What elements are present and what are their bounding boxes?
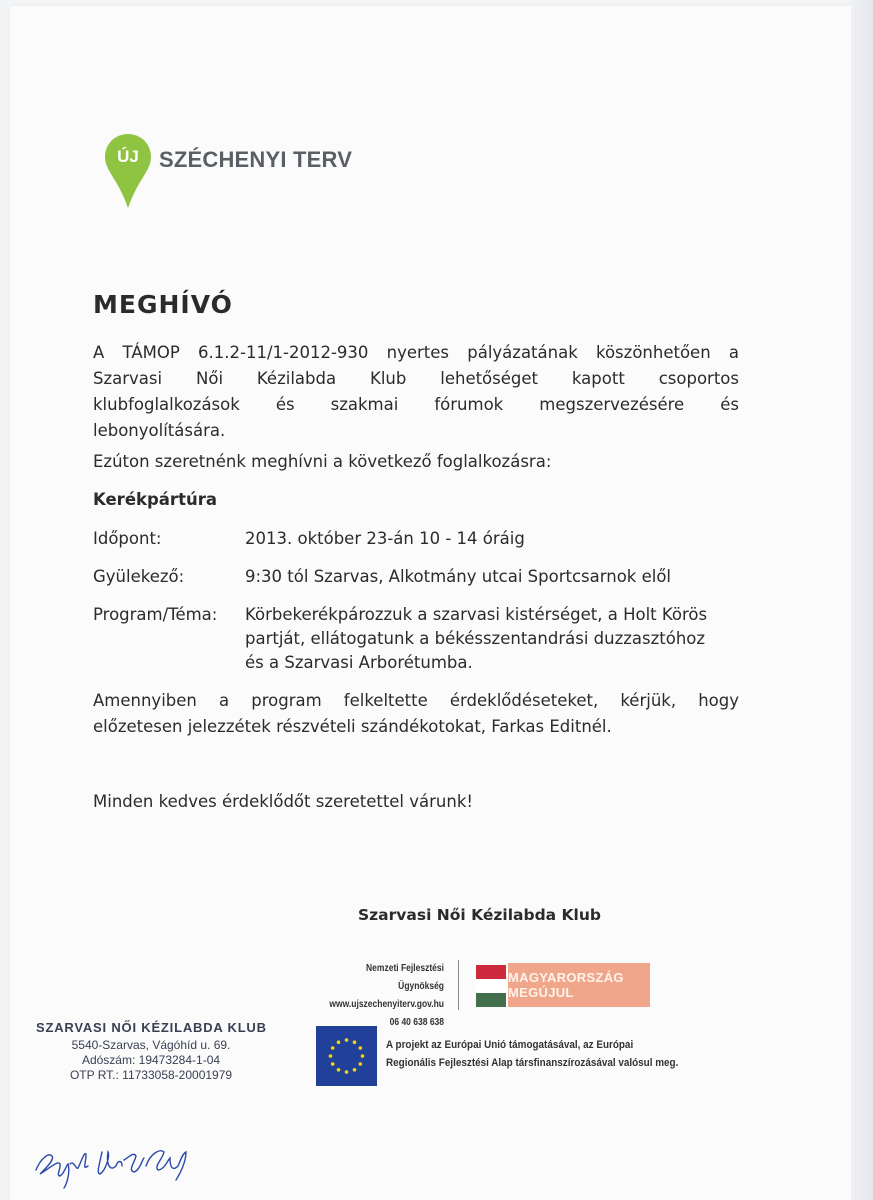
intro-line: Szarvasi Női Kézilabda Klub lehetőséget kapott csoportos — [93, 369, 739, 388]
stamp-address: 5540-Szarvas, Vágóhíd u. 69. — [71, 1038, 231, 1052]
magyarorszag-megujul-banner: MAGYARORSZÁG MEGÚJUL — [508, 963, 650, 1007]
intro-paragraph — [93, 340, 739, 444]
program-line: partját, ellátogatunk a békésszentandrási duzzasztóhoz — [245, 629, 706, 648]
szechenyi-logo-pin — [104, 133, 152, 209]
stamp-bank-account: OTP RT.: 11733058-20001979 — [69, 1068, 233, 1082]
detail-label-meeting: Gyülekező: — [93, 567, 185, 586]
detail-value-time: 2013. október 23-án 10 - 14 óráig — [245, 529, 525, 548]
logo-brand-text: SZÉCHENYI TERV — [159, 147, 353, 172]
detail-label-program: Program/Téma: — [93, 605, 218, 624]
program-line: és a Szarvasi Arborétumba. — [245, 653, 473, 672]
stamp-tax-number: Adószám: 19473284-1-04 — [81, 1053, 221, 1067]
stamp-club-name: SZARVASI NŐI KÉZILABDA KLUB — [36, 1020, 267, 1035]
intro-line: lebonyolítására. — [93, 421, 226, 440]
eu-text-line: A projekt az Európai Unió támogatásával, az Európai — [386, 1039, 634, 1051]
program-line: Körbekerékpározzuk a szarvasi kistérséget, a Holt Körös — [245, 605, 708, 624]
page-title: MEGHÍVÓ — [93, 290, 233, 319]
registration-paragraph — [93, 688, 739, 740]
agency-url: www.ujszechenyiterv.gov.hu — [329, 999, 444, 1010]
agency-phone: 06 40 638 638 — [389, 1017, 444, 1028]
registration-line: előzetesen jelezzétek részvételi szándékotokat, Farkas Editnél. — [93, 717, 612, 736]
closing-line: Minden kedves érdeklődőt szeretettel várunk! — [93, 792, 474, 811]
eu-flag-icon — [316, 1026, 377, 1086]
detail-label-time: Időpont: — [93, 529, 162, 548]
registration-line: Amennyiben a program felkeltette érdeklődéseteket, kérjük, hogy — [93, 691, 739, 710]
scan-edge — [851, 0, 873, 1200]
agency-block — [322, 960, 444, 1032]
event-name: Kerékpártúra — [93, 490, 217, 509]
club-signature-name: Szarvasi Női Kézilabda Klub — [358, 906, 601, 924]
detail-value-meeting: 9:30 tól Szarvas, Alkotmány utcai Sportcsarnok elől — [245, 567, 672, 586]
detail-value-program — [245, 603, 707, 675]
eu-text-line: Regionális Fejlesztési Alap társfinanszírozásával valósul meg. — [386, 1057, 679, 1069]
club-stamp — [36, 1020, 266, 1083]
agency-divider — [458, 960, 459, 1010]
hungarian-flag-icon — [476, 965, 506, 1007]
eu-funding-text — [386, 1036, 678, 1072]
invite-line: Ezúton szeretnénk meghívni a következő foglalkozásra: — [93, 452, 552, 471]
intro-line: klubfoglalkozások és szakmai fórumok megszervezésére és — [93, 395, 739, 414]
logo-pin-text: ÚJ — [117, 147, 139, 166]
handwritten-signature — [30, 1130, 210, 1190]
agency-name: Nemzeti Fejlesztési Ügynökség — [366, 963, 444, 992]
intro-line: A TÁMOP 6.1.2-11/1-2012-930 nyertes pályázatának köszönhetően a — [93, 343, 739, 362]
